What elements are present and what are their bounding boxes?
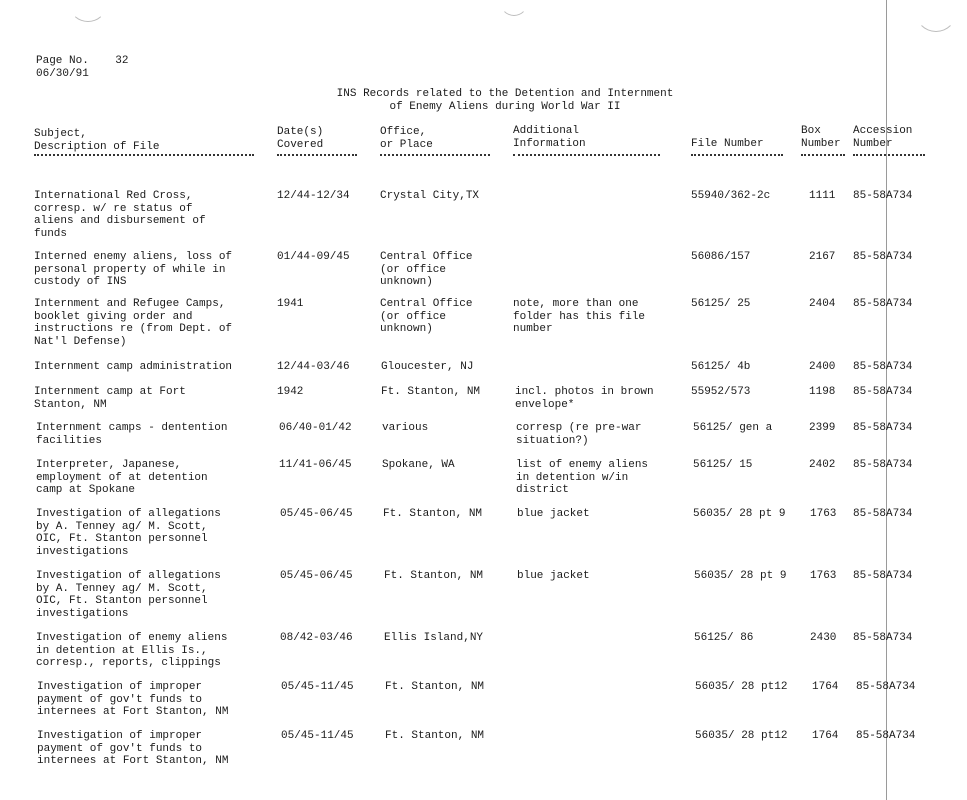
- header-rule-box: [801, 154, 845, 158]
- cell-office: various: [382, 422, 429, 434]
- cell-box: 1763: [810, 570, 837, 582]
- document-title: [0, 88, 967, 113]
- cell-office: Ft. Stanton, NM: [384, 570, 484, 582]
- cell-info: incl. photos in brown envelope*: [515, 386, 654, 411]
- cell-box: 1198: [809, 386, 836, 398]
- cell-file: 56035/ 28 pt 9: [694, 570, 787, 582]
- column-header-office: Office, or Place: [380, 126, 433, 151]
- cell-subject: Interpreter, Japanese, employment of at detention camp at Spokane: [36, 459, 208, 496]
- cell-box: 2399: [809, 422, 836, 434]
- cell-info: blue jacket: [517, 570, 590, 582]
- cell-office: Gloucester, NJ: [381, 361, 474, 373]
- cell-subject: Investigation of improper payment of gov't funds to internees at Fort Stanton, NM: [37, 681, 229, 718]
- cell-accession: 85-58A734: [853, 361, 913, 373]
- header-rule-subject: [34, 154, 254, 158]
- cell-dates: 01/44-09/45: [277, 251, 350, 263]
- cell-file: 56125/ 4b: [691, 361, 751, 373]
- cell-info: corresp (re pre-war situation?): [516, 422, 642, 447]
- cell-office: Central Office (or office unknown): [380, 298, 473, 335]
- scan-edge-line: [886, 0, 887, 800]
- header-rule-dates: [277, 154, 357, 158]
- cell-info: note, more than one folder has this file number: [513, 298, 646, 335]
- column-header-subject: Subject, Description of File: [34, 128, 160, 153]
- cell-accession: 85-58A734: [853, 508, 913, 520]
- cell-subject: Investigation of allegations by A. Tenney ag/ M. Scott, OIC, Ft. Stanton personnel investigations: [36, 570, 221, 620]
- cell-dates: 12/44-03/46: [277, 361, 350, 373]
- cell-file: 55940/362-2c: [691, 190, 771, 202]
- scan-smudge-right: [915, 0, 957, 32]
- cell-dates: 05/45-06/45: [280, 508, 353, 520]
- page-header: [36, 55, 128, 80]
- cell-file: 56125/ 15: [693, 459, 753, 471]
- cell-office: Central Office (or office unknown): [380, 251, 473, 288]
- cell-dates: 05/45-11/45: [281, 730, 354, 742]
- cell-dates: 06/40-01/42: [279, 422, 352, 434]
- cell-accession: 85-58A734: [853, 632, 913, 644]
- cell-accession: 85-58A734: [856, 730, 916, 742]
- cell-file: 56125/ 86: [694, 632, 754, 644]
- cell-box: 2404: [809, 298, 836, 310]
- column-header-accession: Accession Number: [853, 125, 913, 150]
- cell-office: Ft. Stanton, NM: [383, 508, 483, 520]
- cell-box: 1764: [812, 730, 839, 742]
- cell-box: 2167: [809, 251, 836, 263]
- header-rule-accession: [853, 154, 925, 158]
- cell-file: 56035/ 28 pt12: [695, 730, 788, 742]
- header-rule-info: [513, 154, 660, 158]
- cell-office: Ft. Stanton, NM: [385, 730, 485, 742]
- cell-file: 56086/157: [691, 251, 751, 263]
- cell-box: 1763: [810, 508, 837, 520]
- cell-subject: International Red Cross, corresp. w/ re status of aliens and disbursement of funds: [34, 190, 206, 240]
- column-header-file: File Number: [691, 138, 764, 150]
- header-rule-office: [380, 154, 490, 158]
- column-header-info: Additional Information: [513, 125, 586, 150]
- cell-subject: Internment camps - dentention facilities: [36, 422, 228, 447]
- cell-subject: Internment camp administration: [34, 361, 233, 373]
- cell-dates: 1942: [277, 386, 304, 398]
- cell-subject: Investigation of allegations by A. Tenney ag/ M. Scott, OIC, Ft. Stanton personnel investigations: [36, 508, 221, 558]
- scan-smudge-mid: [500, 0, 528, 16]
- cell-accession: 85-58A734: [856, 681, 916, 693]
- column-header-dates: Date(s) Covered: [277, 126, 324, 151]
- cell-accession: 85-58A734: [853, 251, 913, 263]
- cell-accession: 85-58A734: [853, 459, 913, 471]
- document-title-line-2: of Enemy Aliens during World War II: [389, 100, 621, 113]
- cell-box: 2400: [809, 361, 836, 373]
- cell-file: 56125/ 25: [691, 298, 751, 310]
- cell-dates: 05/45-06/45: [280, 570, 353, 582]
- cell-box: 1764: [812, 681, 839, 693]
- cell-box: 1111: [809, 190, 836, 202]
- cell-box: 2430: [810, 632, 837, 644]
- cell-office: Spokane, WA: [382, 459, 455, 471]
- cell-info: blue jacket: [517, 508, 590, 520]
- cell-subject: Internment camp at Fort Stanton, NM: [34, 386, 186, 411]
- cell-accession: 85-58A734: [853, 190, 913, 202]
- page-number-label: Page No.: [36, 55, 89, 67]
- cell-dates: 11/41-06/45: [279, 459, 352, 471]
- cell-file: 56035/ 28 pt 9: [693, 508, 786, 520]
- cell-info: list of enemy aliens in detention w/in district: [516, 459, 649, 496]
- scan-smudge-left: [70, 0, 106, 22]
- cell-accession: 85-58A734: [853, 298, 913, 310]
- cell-subject: Investigation of improper payment of gov't funds to internees at Fort Stanton, NM: [37, 730, 229, 767]
- cell-box: 2402: [809, 459, 836, 471]
- cell-accession: 85-58A734: [853, 570, 913, 582]
- cell-subject: Internment and Refugee Camps, booklet giving order and instructions re (from Dept. of Nat'l Defense): [34, 298, 233, 348]
- cell-subject: Investigation of enemy aliens in detention at Ellis Is., corresp., reports, clippings: [36, 632, 228, 669]
- cell-dates: 05/45-11/45: [281, 681, 354, 693]
- cell-subject: Interned enemy aliens, loss of personal property of while in custody of INS: [34, 251, 233, 288]
- cell-file: 56125/ gen a: [693, 422, 773, 434]
- column-header-box: Box Number: [801, 125, 841, 150]
- cell-dates: 12/44-12/34: [277, 190, 350, 202]
- cell-office: Ft. Stanton, NM: [385, 681, 485, 693]
- cell-dates: 08/42-03/46: [280, 632, 353, 644]
- cell-office: Ft. Stanton, NM: [381, 386, 481, 398]
- document-title-line-1: INS Records related to the Detention and Internment: [336, 88, 674, 100]
- cell-accession: 85-58A734: [853, 422, 913, 434]
- page-date: 06/30/91: [36, 67, 89, 80]
- cell-dates: 1941: [277, 298, 304, 310]
- page-number: 32: [115, 55, 129, 67]
- cell-file: 56035/ 28 pt12: [695, 681, 788, 693]
- cell-file: 55952/573: [691, 386, 751, 398]
- cell-office: Crystal City,TX: [380, 190, 480, 202]
- header-rule-file: [691, 154, 783, 158]
- cell-office: Ellis Island,NY: [384, 632, 484, 644]
- cell-accession: 85-58A734: [853, 386, 913, 398]
